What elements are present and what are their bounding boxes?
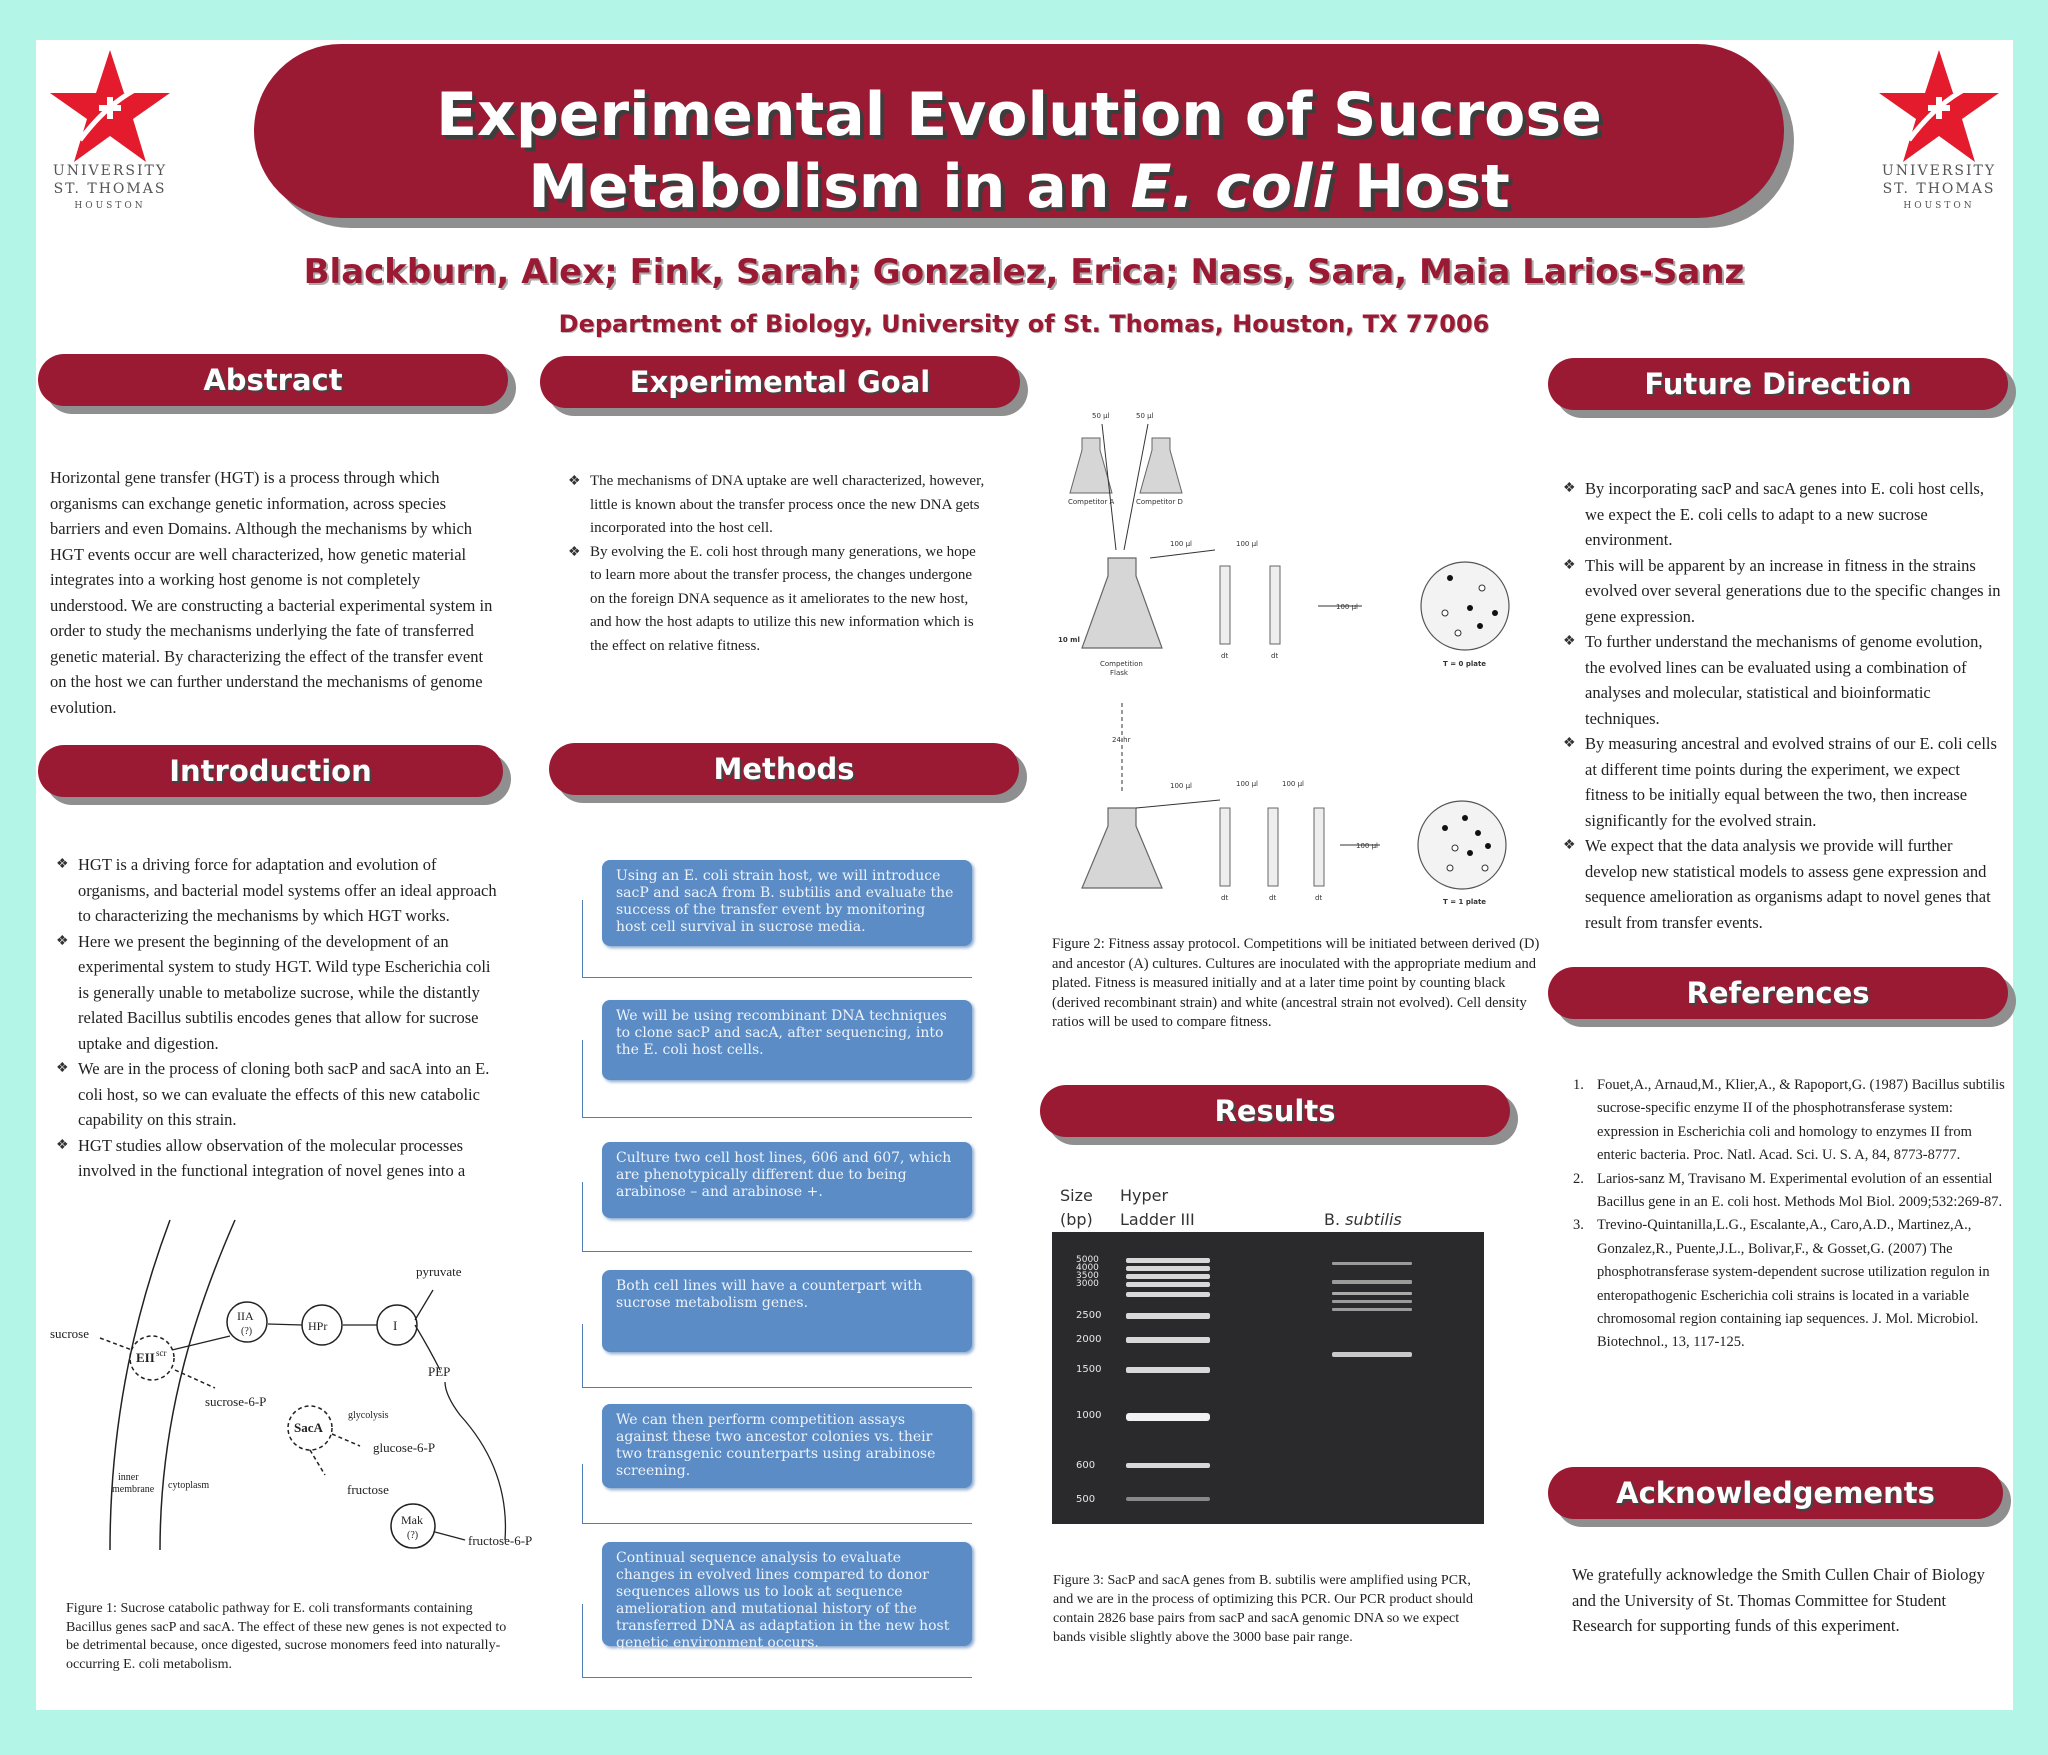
intro-item: ❖ We are in the process of cloning both sacP and sacA into an E. coli host, so we can evaluate the effects of this new catabolic capability on this strain. — [56, 1056, 501, 1133]
label-100ul: 100 µl — [1236, 540, 1258, 548]
label-24hr: 24 hr — [1112, 736, 1131, 744]
title-line-2-italic: E. coli — [1130, 152, 1334, 222]
references-list — [1573, 1074, 2008, 1355]
label-inner: inner — [118, 1472, 139, 1483]
logo-text-university: UNIVERSITY — [52, 163, 168, 179]
pcr-gel-image — [1052, 1232, 1484, 1524]
intro-item: ❖ HGT studies allow observation of the molecular processes involved in the functional integration of novel genes into a — [56, 1133, 501, 1184]
reference-number: 3. — [1573, 1217, 1584, 1234]
label-hpr: HPr — [308, 1319, 328, 1333]
gel-bsubtilis-label — [1324, 1210, 1402, 1229]
methods-step: Both cell lines will have a counterpart with sucrose metabolism genes. — [602, 1270, 972, 1352]
marker-600: 600 — [1076, 1460, 1096, 1471]
logo-text-university: UNIVERSITY — [1881, 163, 1997, 179]
future-item: ❖ By incorporating sacP and sacA genes into E. coli host cells, we expect the E. coli cells to adapt to a new sucrose environment. — [1563, 476, 2005, 553]
reference-item — [1573, 1168, 2008, 1215]
section-header-methods: Methods — [549, 743, 1019, 795]
label-100ul: 100 µl — [1170, 782, 1192, 790]
methods-step: Using an E. coli strain host, we will introduce sacP and sacA from B. subtilis and evaluate the success of the transfer event by monitoring host cell survival in sucrose media. — [602, 860, 972, 946]
title-line-1: Experimental Evolution of Sucrose — [436, 80, 1602, 150]
methods-step: Continual sequence analysis to evaluate changes in evolved lines compared to donor sequences allows us to look at sequence amelioration and mutational history of the transferred DNA as adaptation in the new host genetic environment occurs. — [602, 1542, 972, 1646]
label-dt: dt — [1269, 894, 1277, 902]
figure-1-caption: Figure 1: Sucrose catabolic pathway for E. coli transformants containing Bacillus genes sacP and sacA. The effect of these new genes is not expected to be detrimental because, once digested, sucrose monomers feed into naturally-occurring E. coli metabolism. — [66, 1601, 507, 1672]
label-iia: IIA — [237, 1309, 254, 1323]
reference-item — [1573, 1074, 2008, 1168]
label-glucose-6-p: glucose-6-P — [373, 1440, 436, 1455]
logo-text-st-thomas: ST. THOMAS — [53, 181, 167, 197]
section-header-introduction: Introduction — [38, 745, 503, 797]
methods-step: We will be using recombinant DNA techniques to clone sacP and sacA, after sequencing, into the E. coli host cells. — [602, 1000, 972, 1080]
title-line-2-pre: Metabolism in an — [528, 152, 1131, 222]
label-t0-plate: T = 0 plate — [1443, 660, 1487, 668]
title-banner — [254, 44, 1784, 222]
marker-5000: 5000 — [1076, 1255, 1099, 1265]
university-logo-right — [1869, 45, 2009, 225]
marker-2000: 2000 — [1076, 1334, 1102, 1345]
logo-text-st-thomas: ST. THOMAS — [1882, 181, 1996, 197]
label-50ul: 50 µl — [1136, 412, 1154, 420]
label-10ml: 10 ml — [1058, 636, 1080, 644]
future-item: ❖ By measuring ancestral and evolved strains of our E. coli cells at different time points during the experiment, we expect fitness to be initially equal between the two, then increase significantly for the evolved strain. — [1563, 731, 2005, 833]
label-fructose-6-p: fructose-6-P — [468, 1533, 533, 1548]
goal-item: ❖ The mechanisms of DNA uptake are well characterized, however, little is known about the transfer process once the new DNA gets incorporated into the host cell. — [568, 470, 988, 541]
future-item: ❖ We expect that the data analysis we provide will further develop new statistical models to assess gene expression and sequence amelioration as organisms adapt to novel genes that result from transfer events. — [1563, 833, 2005, 935]
label-glycolysis: glycolysis — [348, 1410, 389, 1421]
label-membrane: membrane — [112, 1484, 155, 1495]
section-header-acknowledgements: Acknowledgements — [1548, 1467, 2003, 1519]
gel-ladder-label-2: Ladder III — [1120, 1210, 1195, 1229]
section-header-goal: Experimental Goal — [540, 356, 1020, 408]
reference-number: 2. — [1573, 1170, 1584, 1187]
label-100ul: 100 µl — [1336, 603, 1358, 611]
label-eii: EII — [136, 1350, 155, 1365]
label-flask: Flask — [1110, 669, 1128, 677]
section-header-future: Future Direction — [1548, 358, 2008, 410]
label-fructose: fructose — [347, 1482, 389, 1497]
future-item: ❖ This will be apparent by an increase in fitness in the strains evolved over several generations due to the specific changes in gene expression. — [1563, 553, 2005, 630]
section-header-results: Results — [1040, 1085, 1510, 1137]
intro-item: ❖ HGT is a driving force for adaptation and evolution of organisms, and bacterial model systems offer an ideal approach to characterizing the mechanisms by which HGT works. — [56, 852, 501, 929]
gel-bsubtilis-italic: subtilis — [1345, 1210, 1402, 1229]
gel-bsubtilis-pre: B. — [1324, 1210, 1346, 1229]
marker-500: 500 — [1076, 1494, 1096, 1505]
marker-1000: 1000 — [1076, 1410, 1102, 1421]
logo-text-houston: HOUSTON — [1903, 201, 1975, 211]
label-dt: dt — [1221, 894, 1229, 902]
reference-number: 1. — [1573, 1077, 1584, 1093]
label-100ul: 100 µl — [1236, 780, 1258, 788]
department: Department of Biology, University of St. Thomas, Houston, TX 77006 — [558, 310, 1490, 338]
figure-2-fitness-assay-diagram — [1050, 408, 1530, 918]
label-i: I — [393, 1318, 398, 1333]
authors: Blackburn, Alex; Fink, Sarah; Gonzalez, Erica; Nass, Sara, Maia Larios-Sanz — [303, 252, 1745, 292]
label-mak-q: (?) — [407, 1530, 419, 1541]
marker-3000: 3000 — [1076, 1279, 1099, 1289]
figure-2-caption: Figure 2: Fitness assay protocol. Competitions will be initiated between derived (D) and ancestor (A) cultures. Cultures are inoculated with the appropriate medium and plated. Fitness is measured initially and at a later time point by counting black (derived recombinant strain) and white (ancestral strain not evolved). Cell density ratios will be used to compare fitness. — [1052, 936, 1540, 1030]
methods-step: We can then perform competition assays against these two ancestor colonies vs. their two transgenic counterparts using arabinose screening. — [602, 1404, 972, 1488]
label-pyruvate: pyruvate — [416, 1264, 462, 1279]
label-cytoplasm: cytoplasm — [168, 1480, 210, 1491]
label-dt: dt — [1221, 652, 1229, 660]
star-cross-icon — [1869, 45, 2009, 165]
section-header-abstract: Abstract — [38, 354, 508, 406]
marker-3500: 3500 — [1076, 1271, 1099, 1281]
acknowledgements-text: We gratefully acknowledge the Smith Cullen Chair of Biology and the University of St. Thomas Committee for Student Research for supporting funds of this experiment. — [1572, 1565, 1985, 1635]
intro-item: ❖ Here we present the beginning of the development of an experimental system to study HGT. Wild type Escherichia coli is generally unable to metabolize sucrose, while the distantly related Bacillus subtilis encodes genes that allow for sucrose uptake and digestion. — [56, 929, 501, 1057]
marker-4000: 4000 — [1076, 1263, 1099, 1273]
reference-text: Larios-sanz M, Travisano M. Experimental evolution of an essential Bacillus gene in an E. coli host. Methods Mol Biol. 2009;532:269-87. — [1597, 1170, 2003, 1211]
star-cross-icon — [40, 45, 180, 165]
future-item: ❖ To further understand the mechanisms of genome evolution, the evolved lines can be evaluated using a combination of analyses and molecular, statistical and bioinformatic techniques. — [1563, 629, 2005, 731]
label-competitor-a: Competitor A — [1068, 498, 1115, 506]
label-100ul: 100 µl — [1356, 842, 1378, 850]
future-list — [1563, 476, 2005, 935]
abstract-text: Horizontal gene transfer (HGT) is a process through which organisms can exchange genetic information, across species barriers and even Domains. Although the mechanisms by which HGT events occur are well characterized, how genetic material integrates into a working host genome is not completely understood. We are constructing a bacterial experimental system in order to study the mechanisms underlying the fate of transferred genetic material. By characterizing the effect of the transfer event on the host we can further understand the mechanisms of genome evolution. — [50, 468, 493, 717]
label-t1-plate: T = 1 plate — [1443, 898, 1487, 906]
gel-bp-label: (bp) — [1060, 1210, 1093, 1229]
reference-text: Fouet,A., Arnaud,M., Klier,A., & Rapoport,G. (1987) Bacillus subtilis sucrose-specific enzyme II of the phosphotransferase system: expression in Escherichia coli and homology to enzymes II from enteric bacteria. Proc. Natl. Acad. Sci. U. S. A, 84, 8773-8777. — [1597, 1077, 2005, 1164]
section-header-references: References — [1548, 967, 2008, 1019]
goal-item: ❖ By evolving the E. coli host through many generations, we hope to learn more about the transfer process, the changes undergone on the foreign DNA sequence as it ameliorates to the new host, and how the host adapts to utilize this new information which is the effect on relative fitness. — [568, 541, 988, 659]
title-line-2 — [254, 154, 1784, 220]
label-eii-sup: scr — [156, 1348, 167, 1358]
logo-text-houston: HOUSTON — [74, 201, 146, 211]
label-dt: dt — [1315, 894, 1323, 902]
marker-1500: 1500 — [1076, 1364, 1102, 1375]
goal-list — [568, 470, 988, 658]
gel-size-label: Size — [1060, 1186, 1093, 1205]
label-sucrose: sucrose — [50, 1326, 89, 1341]
label-dt: dt — [1271, 652, 1279, 660]
methods-step: Culture two cell host lines, 606 and 607, which are phenotypically different due to being arabinose – and arabinose +. — [602, 1142, 972, 1218]
label-100ul: 100 µl — [1282, 780, 1304, 788]
intro-list — [56, 852, 501, 1184]
label-100ul: 100 µl — [1170, 540, 1192, 548]
label-pep: PEP — [428, 1364, 451, 1379]
label-competition: Competition — [1100, 660, 1143, 668]
gel-bands — [1052, 1232, 1484, 1524]
label-50ul: 50 µl — [1092, 412, 1110, 420]
university-logo-left — [40, 45, 180, 225]
label-competitor-d: Competitor D — [1136, 498, 1183, 506]
title-line-2-post: Host — [1333, 152, 1510, 222]
label-mak: Mak — [401, 1513, 423, 1527]
figure-1-pathway-diagram — [40, 1210, 560, 1565]
reference-text: Trevino-Quintanilla,L.G., Escalante,A., Caro,A.D., Martinez,A., Gonzalez,R., Puente,J.L., Bolivar,F., & Gosset,G. (2007) The phosphotransferase system-dependent sucrose utilization regulon in enteropathogenic Escherichia coli strains is located in a variable chromosomal region containing iap sequences. J. Mol. Microbiol. Biotechnol., 13, 117-125. — [1597, 1217, 1990, 1351]
reference-item — [1573, 1214, 2008, 1354]
label-saca: SacA — [294, 1420, 323, 1435]
figure-3-caption: Figure 3: SacP and sacA genes from B. subtilis were amplified using PCR, and we are in the process of optimizing this PCR. Our PCR product should contain 2826 base pairs from sacP and sacA genomic DNA so we expect bands visible slightly above the 3000 base pair range. — [1053, 1573, 1473, 1645]
label-sucrose-6-p: sucrose-6-P — [205, 1394, 267, 1409]
marker-2500: 2500 — [1076, 1310, 1102, 1321]
gel-ladder-label-1: Hyper — [1120, 1186, 1169, 1205]
label-iia-q: (?) — [241, 1326, 253, 1337]
